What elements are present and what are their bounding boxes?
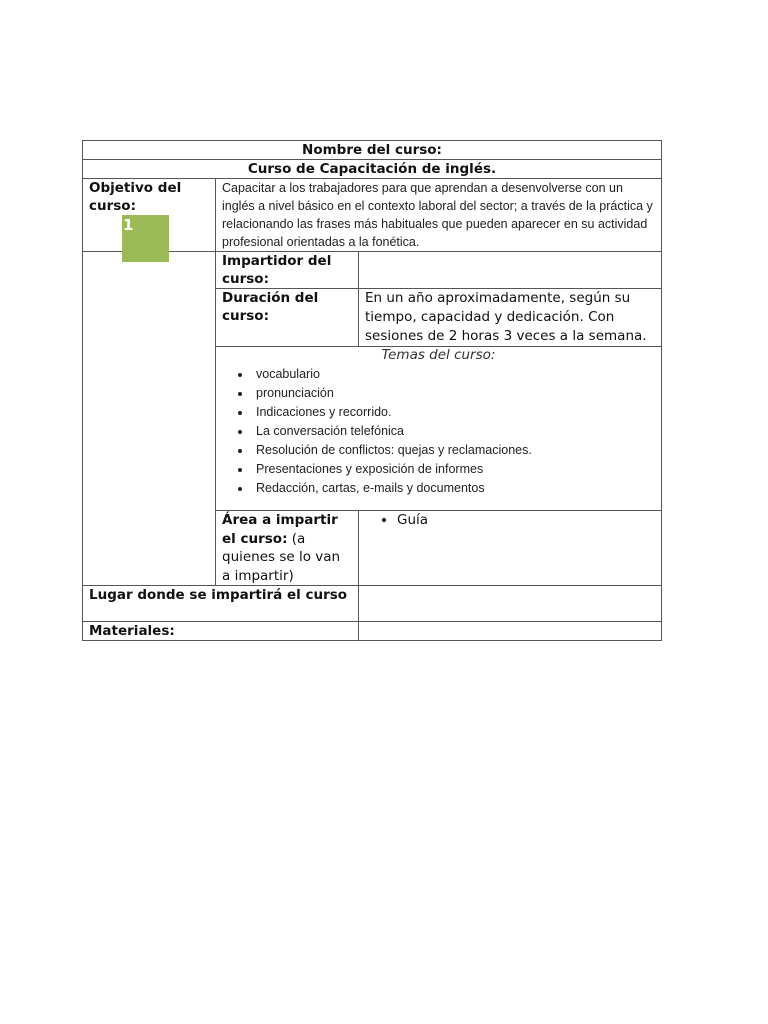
location-row <box>83 586 662 622</box>
topics-title: Temas del curso: <box>381 347 496 363</box>
topic-item: • Presentaciones y exposición de informes <box>252 460 655 479</box>
course-name: Curso de Capacitación de inglés. <box>83 160 662 179</box>
area-label: Área a impartir el curso: <box>222 512 338 547</box>
area-value-cell <box>359 511 662 586</box>
topic-item: • Indicaciones y recorrido. <box>252 403 655 422</box>
area-list <box>365 511 655 529</box>
instructor-value <box>359 252 662 289</box>
topics-cell <box>216 347 662 511</box>
area-label-cell <box>216 511 359 586</box>
topic-item: • La conversación telefónica <box>252 422 655 441</box>
instructor-label: Impartidor del curso: <box>216 252 359 289</box>
instructor-row <box>83 252 662 289</box>
area-item: • Guía <box>397 511 655 529</box>
materials-label: Materiales: <box>83 622 359 641</box>
area-label-detail: (a quienes se lo van a impartir) <box>222 530 341 584</box>
topic-item: • pronunciación <box>252 384 655 403</box>
topic-item: • Resolución de conflictos: quejas y reclamaciones. <box>252 441 655 460</box>
duration-value: En un año aproximadamente, según su tiempo, capacidad y dedicación. Con sesiones de 2 horas 3 veces a la semana. <box>359 289 662 347</box>
course-info-table <box>82 140 662 641</box>
duration-label: Duración del curso: <box>216 289 359 347</box>
objective-label-cell <box>83 179 216 252</box>
topic-item: • Redacción, cartas, e-mails y documentos <box>252 479 655 498</box>
topic-item: • vocabulario <box>252 365 655 384</box>
empty-left-cell <box>83 252 216 586</box>
objective-label: Objetivo del curso: <box>89 180 182 214</box>
objective-row <box>83 179 662 252</box>
objective-text: Capacitar a los trabajadores para que aprendan a desenvolverse con un inglés a nivel básico en el contexto laboral del sector; a través de la práctica y relacionando las frases más habituales que pueden aparecer en su actividad profesional orientadas a la fonética. <box>216 179 662 252</box>
course-title-label: Nombre del curso: <box>83 141 662 160</box>
topics-list <box>222 365 655 498</box>
green-marker-box <box>122 215 169 262</box>
course-name-row <box>83 160 662 179</box>
materials-value <box>359 622 662 641</box>
location-value <box>359 586 662 622</box>
location-label: Lugar donde se impartirá el curso <box>83 586 359 622</box>
materials-row <box>83 622 662 641</box>
marker-number: 1 <box>123 216 134 234</box>
course-title-row <box>83 141 662 160</box>
